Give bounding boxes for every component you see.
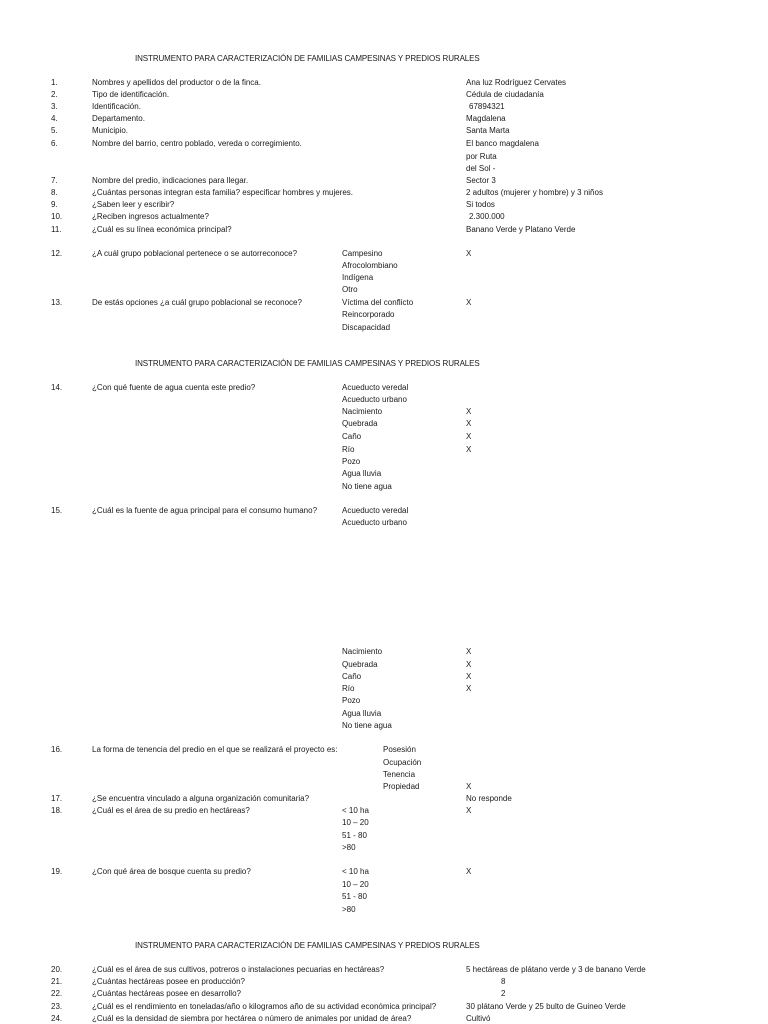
question-text: ¿Cuál es el rendimiento en toneladas/año o kilogramos año de su actividad económica principal?	[92, 1002, 437, 1011]
option-label: Río	[342, 445, 355, 454]
question-number: 12.	[51, 249, 63, 258]
option-label: Quebrada	[342, 419, 378, 428]
option-label: No tiene agua	[342, 721, 392, 730]
option-label: Ocupación	[383, 758, 422, 767]
question-number: 10.	[51, 212, 63, 221]
question-number: 19.	[51, 867, 63, 876]
document-heading: INSTRUMENTO PARA CARACTERIZACIÓN DE FAMILIAS CAMPESINAS Y PREDIOS RURALES	[135, 359, 480, 368]
option-label: Discapacidad	[342, 323, 391, 332]
answer-text: El banco magdalena	[466, 139, 539, 148]
option-label: Víctima del conflicto	[342, 298, 414, 307]
option-label: Otro	[342, 285, 358, 294]
option-label: Tenencia	[383, 770, 416, 779]
option-label: Nacimiento	[342, 647, 383, 656]
option-mark: X	[466, 647, 472, 656]
answer-text: Magdalena	[466, 114, 506, 123]
question-text: ¿Reciben ingresos actualmente?	[92, 212, 209, 221]
answer-text: 8	[501, 977, 506, 986]
question-text: Departamento.	[92, 114, 145, 123]
option-label: Posesión	[383, 745, 416, 754]
option-label: >80	[342, 843, 356, 852]
answer-text: Santa Marta	[466, 126, 510, 135]
option-label: Indígena	[342, 273, 374, 282]
question-text: ¿Con qué fuente de agua cuenta este predio?	[92, 383, 256, 392]
question-text: ¿Cuál es el área de su predio en hectáreas?	[92, 806, 250, 815]
option-mark: X	[466, 782, 472, 791]
option-mark: X	[466, 684, 472, 693]
option-label: Acueducto veredal	[342, 383, 409, 392]
question-number: 15.	[51, 506, 63, 515]
answer-text: No responde	[466, 794, 512, 803]
answer-text: Sector 3	[466, 176, 496, 185]
option-label: < 10 ha	[342, 867, 369, 876]
option-label: 10 – 20	[342, 818, 369, 827]
document-heading: INSTRUMENTO PARA CARACTERIZACIÓN DE FAMILIAS CAMPESINAS Y PREDIOS RURALES	[135, 54, 480, 63]
question-number: 7.	[51, 176, 58, 185]
option-label: Agua lluvia	[342, 709, 382, 718]
question-number: 14.	[51, 383, 63, 392]
question-number: 22.	[51, 989, 63, 998]
question-number: 11.	[51, 225, 62, 234]
question-text: ¿A cuál grupo poblacional pertenece o se autorreconoce?	[92, 249, 298, 258]
question-number: 9.	[51, 200, 58, 209]
option-mark: X	[466, 867, 472, 876]
answer-text: 5 hectáreas de plátano verde y 3 de banano Verde	[466, 965, 646, 974]
option-label: Caño	[342, 672, 362, 681]
question-number: 16.	[51, 745, 63, 754]
document-heading: INSTRUMENTO PARA CARACTERIZACIÓN DE FAMILIAS CAMPESINAS Y PREDIOS RURALES	[135, 941, 480, 950]
question-number: 17.	[51, 794, 63, 803]
question-text: La forma de tenencia del predio en el que se realizará el proyecto es:	[92, 745, 338, 754]
option-mark: X	[466, 806, 472, 815]
option-label: Afrocolombiano	[342, 261, 398, 270]
question-text: ¿Cuál es el área de sus cultivos, potreros o instalaciones pecuarias en hectáreas?	[92, 965, 385, 974]
option-label: Acueducto veredal	[342, 506, 409, 515]
question-number: 20.	[51, 965, 63, 974]
option-label: Agua lluvia	[342, 469, 382, 478]
option-label: Propiedad	[383, 782, 420, 791]
option-label: Quebrada	[342, 660, 378, 669]
option-mark: X	[466, 672, 472, 681]
question-text: Identificación.	[92, 102, 141, 111]
answer-text: del Sol -	[466, 164, 496, 173]
question-number: 6.	[51, 139, 58, 148]
option-label: 10 – 20	[342, 880, 369, 889]
option-label: Reincorporado	[342, 310, 395, 319]
question-text: Nombres y apellidos del productor o de la finca.	[92, 78, 261, 87]
question-text: ¿Cuántas personas integran esta familia? especificar hombres y mujeres.	[92, 188, 354, 197]
option-mark: X	[466, 298, 472, 307]
question-text: ¿Con qué área de bosque cuenta su predio?	[92, 867, 251, 876]
question-number: 2.	[51, 90, 58, 99]
answer-text: 2 adultos (mujerer y hombre) y 3 niños	[466, 188, 603, 197]
answer-text: Banano Verde y Platano Verde	[466, 225, 576, 234]
option-mark: X	[466, 407, 472, 416]
option-mark: X	[466, 445, 472, 454]
option-mark: X	[466, 660, 472, 669]
option-label: Río	[342, 684, 355, 693]
answer-text: Cultivó	[466, 1014, 491, 1023]
question-number: 13.	[51, 298, 63, 307]
option-mark: X	[466, 249, 472, 258]
option-label: < 10 ha	[342, 806, 369, 815]
option-mark: X	[466, 432, 472, 441]
question-text: ¿Se encuentra vinculado a alguna organización comunitaria?	[92, 794, 310, 803]
question-text: Nombre del predio, indicaciones para llegar.	[92, 176, 249, 185]
option-label: Nacimiento	[342, 407, 383, 416]
question-text: Municipio.	[92, 126, 129, 135]
option-label: Caño	[342, 432, 362, 441]
question-number: 4.	[51, 114, 58, 123]
question-number: 18.	[51, 806, 63, 815]
answer-text: 30 plátano Verde y 25 bulto de Guineo Verde	[466, 1002, 626, 1011]
answer-text: Cédula de ciudadanía	[466, 90, 544, 99]
question-number: 8.	[51, 188, 58, 197]
question-text: ¿Cuál es su línea económica principal?	[92, 225, 232, 234]
question-text: ¿Saben leer y escribir?	[92, 200, 175, 209]
answer-text: 2	[501, 989, 506, 998]
question-number: 1.	[51, 78, 58, 87]
option-label: >80	[342, 905, 356, 914]
question-text: ¿Cuántas hectáreas posee en producción?	[92, 977, 245, 986]
question-number: 21.	[51, 977, 63, 986]
question-text: Tipo de identificación.	[92, 90, 170, 99]
question-text: ¿Cuál es la fuente de agua principal para el consumo humano?	[92, 506, 318, 515]
answer-text: 2.300.000	[469, 212, 505, 221]
option-mark: X	[466, 419, 472, 428]
question-number: 5.	[51, 126, 58, 135]
option-label: Campesino	[342, 249, 383, 258]
option-label: Pozo	[342, 696, 361, 705]
option-label: 51 - 80	[342, 892, 367, 901]
option-label: No tiene agua	[342, 482, 392, 491]
option-label: 51 - 80	[342, 831, 367, 840]
answer-text: Ana luz Rodríguez Cervates	[466, 78, 567, 87]
question-text: ¿Cuál es la densidad de siembra por hectárea o número de animales por unidad de área?	[92, 1014, 412, 1023]
question-number: 3.	[51, 102, 58, 111]
option-label: Pozo	[342, 457, 361, 466]
question-number: 23.	[51, 1002, 63, 1011]
option-label: Acueducto urbano	[342, 518, 407, 527]
answer-text: Si todos	[466, 200, 495, 209]
question-number: 24.	[51, 1014, 63, 1023]
question-text: De estás opciones ¿a cuál grupo poblacional se reconoce?	[92, 298, 302, 307]
answer-text: 67894321	[469, 102, 505, 111]
question-text: ¿Cuántas hectáreas posee en desarrollo?	[92, 989, 241, 998]
answer-text: por Ruta	[466, 152, 497, 161]
question-text: Nombre del barrio, centro poblado, vereda o corregimiento.	[92, 139, 302, 148]
option-label: Acueducto urbano	[342, 395, 407, 404]
